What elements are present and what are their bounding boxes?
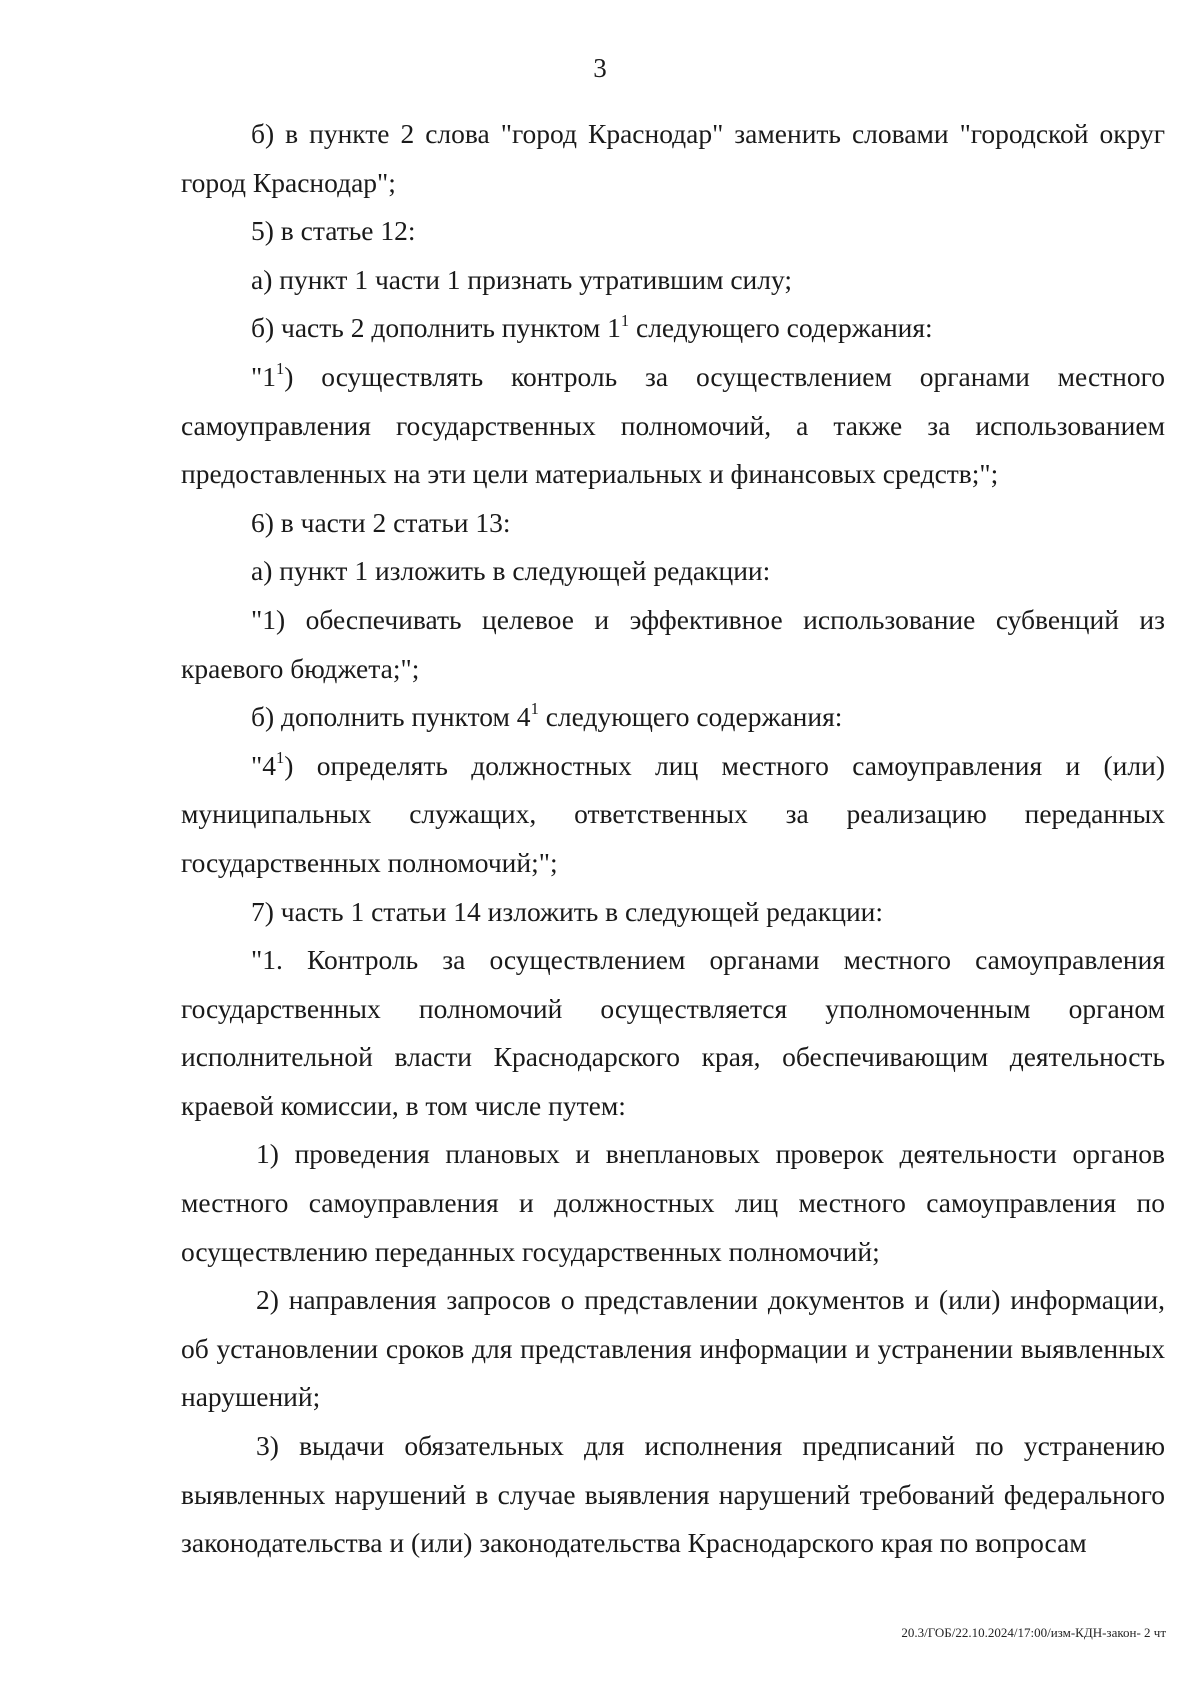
paragraph: "1. Контроль за осуществлением органами местного самоуправления государственных полномочий осуществляется уполномоченным органом исполнительной власти Краснодарского края, обеспечивающим деятельность краевой комиссии, в том числе путем: xyxy=(181,944,1165,1121)
document-body xyxy=(181,110,1165,1568)
document-footer-code: 20.3/ГОБ/22.10.2024/17:00/изм-КДН-закон- 2 чт xyxy=(901,1625,1166,1640)
paragraph: а) пункт 1 части 1 признать утратившим силу; xyxy=(251,263,793,295)
paragraph-text-after: следующего содержания: xyxy=(629,312,933,344)
paragraph xyxy=(181,693,1165,742)
paragraph-text-before: "1 xyxy=(251,360,276,392)
paragraph: 6) в части 2 статьи 13: xyxy=(251,506,511,538)
paragraph: 1) проведения плановых и внеплановых проверок деятельности органов местного самоуправления и должностных лиц местного самоуправления по осуществлению переданных государственных полномочий; xyxy=(181,1138,1165,1267)
paragraph xyxy=(181,353,1165,499)
paragraph: а) пункт 1 изложить в следующей редакции: xyxy=(251,555,771,587)
paragraph: "1) обеспечивать целевое и эффективное использование субвенций из краевого бюджета;"; xyxy=(181,603,1165,684)
paragraph: б) в пункте 2 слова "город Краснодар" заменить словами "городской округ город Краснодар"; xyxy=(181,118,1165,198)
paragraph: 5) в статье 12: xyxy=(251,215,416,247)
superscript-index: 1 xyxy=(275,359,285,379)
paragraph xyxy=(181,742,1165,888)
paragraph xyxy=(181,304,1165,353)
paragraph-text-before: б) дополнить пунктом 4 xyxy=(251,701,531,733)
superscript-index: 1 xyxy=(275,747,285,767)
superscript-index: 1 xyxy=(620,310,630,330)
paragraph-text-after: следующего содержания: xyxy=(538,701,843,733)
paragraph-text-after: ) осуществлять контроль за осуществлением органами местного самоуправления государственных полномочий, а также за использованием предоставленных на эти цели материальных и финансовых средств;"; xyxy=(181,360,1165,490)
paragraph-text-before: б) часть 2 дополнить пунктом 1 xyxy=(251,312,621,344)
paragraph: 2) направления запросов о представлении документов и (или) информации, об установлении сроков для представления информации и устранении выявленных нарушений; xyxy=(181,1284,1165,1413)
superscript-index: 1 xyxy=(530,699,539,719)
paragraph-text-before: "4 xyxy=(251,749,276,781)
paragraph-text-after: ) определять должностных лиц местного самоуправления и (или) муниципальных служащих, ответственных за реализацию переданных государственных полномочий;"; xyxy=(181,749,1165,878)
page-number: 3 xyxy=(593,53,607,83)
paragraph: 3) выдачи обязательных для исполнения предписаний по устранению выявленных нарушений в случае выявления нарушений требований федерального законодательства и (или) законодательства Краснодарского края по вопросам xyxy=(181,1430,1165,1559)
paragraph: 7) часть 1 статьи 14 изложить в следующей редакции: xyxy=(251,895,884,927)
